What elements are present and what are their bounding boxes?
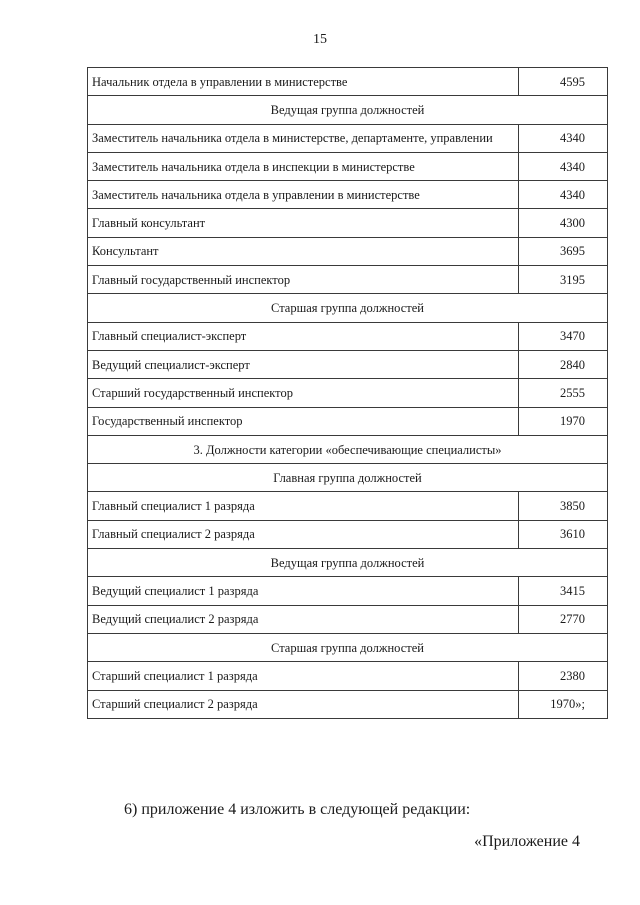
table-row — [88, 322, 608, 350]
salary-value: 1970»; — [519, 690, 608, 718]
group-header: Ведущая группа должностей — [88, 549, 608, 577]
table-row — [88, 605, 608, 633]
table-row — [88, 209, 608, 237]
salary-value: 2555 — [519, 379, 608, 407]
table-row — [88, 520, 608, 548]
position-name: Консультант — [88, 237, 519, 265]
group-header: Главная группа должностей — [88, 464, 608, 492]
table-row — [88, 266, 608, 294]
table-row — [88, 350, 608, 378]
salary-value: 3415 — [519, 577, 608, 605]
salary-value: 4340 — [519, 181, 608, 209]
table-row — [88, 152, 608, 180]
group-header-row — [88, 294, 608, 322]
salary-value: 4300 — [519, 209, 608, 237]
table-row — [88, 124, 608, 152]
table-row — [88, 68, 608, 96]
salary-value: 4340 — [519, 124, 608, 152]
salary-value: 2380 — [519, 662, 608, 690]
group-header-row — [88, 464, 608, 492]
group-header: Ведущая группа должностей — [88, 96, 608, 124]
group-header-row — [88, 549, 608, 577]
salary-value: 2770 — [519, 605, 608, 633]
salary-value: 3850 — [519, 492, 608, 520]
position-name: Ведущий специалист-эксперт — [88, 350, 519, 378]
table-row — [88, 492, 608, 520]
salary-value: 3695 — [519, 237, 608, 265]
salary-value: 3195 — [519, 266, 608, 294]
position-name: Старший государственный инспектор — [88, 379, 519, 407]
table-row — [88, 181, 608, 209]
salary-table — [87, 67, 608, 719]
position-name: Ведущий специалист 2 разряда — [88, 605, 519, 633]
group-header-row — [88, 96, 608, 124]
salary-value: 3470 — [519, 322, 608, 350]
table-row — [88, 662, 608, 690]
position-name: Государственный инспектор — [88, 407, 519, 435]
position-name: Главный консультант — [88, 209, 519, 237]
position-name: Начальник отдела в управлении в министерстве — [88, 68, 519, 96]
amendment-paragraph: 6) приложение 4 изложить в следующей редакции: — [124, 801, 471, 818]
appendix-reference: «Приложение 4 — [474, 833, 580, 850]
table-row — [88, 379, 608, 407]
position-name: Старший специалист 1 разряда — [88, 662, 519, 690]
salary-value: 2840 — [519, 350, 608, 378]
page-number: 15 — [313, 32, 327, 47]
group-header: Старшая группа должностей — [88, 633, 608, 661]
salary-value: 3610 — [519, 520, 608, 548]
position-name: Ведущий специалист 1 разряда — [88, 577, 519, 605]
position-name: Главный специалист 2 разряда — [88, 520, 519, 548]
group-header: Старшая группа должностей — [88, 294, 608, 322]
position-name: Главный специалист 1 разряда — [88, 492, 519, 520]
salary-value: 1970 — [519, 407, 608, 435]
group-header: 3. Должности категории «обеспечивающие специалисты» — [88, 435, 608, 463]
salary-value: 4340 — [519, 152, 608, 180]
table-row — [88, 690, 608, 718]
table-row — [88, 237, 608, 265]
table-row — [88, 407, 608, 435]
position-name: Заместитель начальника отдела в управлении в министерстве — [88, 181, 519, 209]
salary-value: 4595 — [519, 68, 608, 96]
table-body — [88, 68, 608, 719]
position-name: Главный специалист-эксперт — [88, 322, 519, 350]
position-name: Главный государственный инспектор — [88, 266, 519, 294]
position-name: Заместитель начальника отдела в министерстве, департаменте, управлении — [88, 124, 519, 152]
group-header-row — [88, 435, 608, 463]
group-header-row — [88, 633, 608, 661]
position-name: Старший специалист 2 разряда — [88, 690, 519, 718]
position-name: Заместитель начальника отдела в инспекции в министерстве — [88, 152, 519, 180]
table-row — [88, 577, 608, 605]
